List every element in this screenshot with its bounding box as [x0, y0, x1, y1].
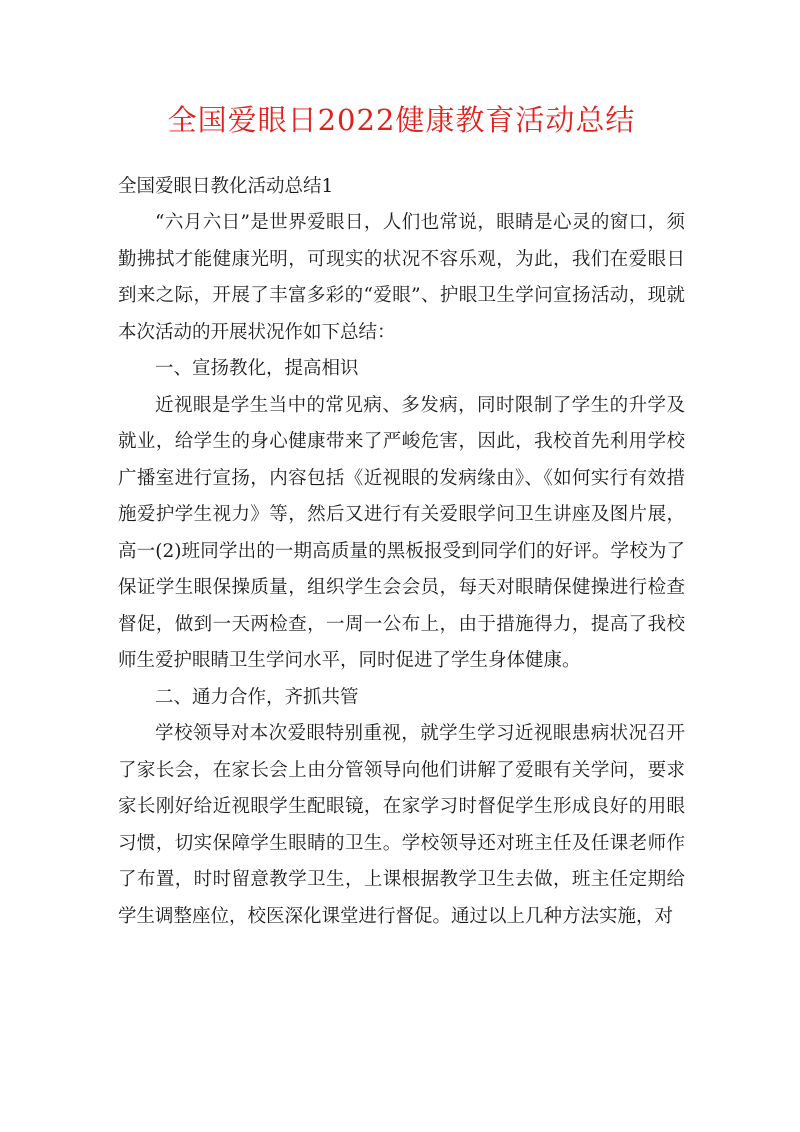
intro-paragraph: “六月六日”是世界爱眼日，人们也常说，眼睛是心灵的窗口，须勤拂拭才能健康光明，可现实的状况不容乐观，为此，我们在爱眼日到来之际，开展了丰富多彩的“爱眼”、护眼卫生学问宣扬活动，现就本次活动的开展状况作如下总结：	[118, 212, 685, 343]
document-subtitle: 全国爱眼日教化活动总结1	[118, 176, 334, 197]
document-title: 全国爱眼日2022健康教育活动总结	[167, 103, 636, 137]
section-heading-1: 一、宣扬教化，提高相识	[155, 358, 359, 379]
section-heading-2: 二、通力合作，齐抓共管	[155, 686, 359, 708]
section-body-1: 近视眼是学生当中的常见病、多发病，同时限制了学生的升学及就业，给学生的身心健康带来了严峻危害，因此，我校首先利用学校广播室进行宣扬，内容包括《近视眼的发病缘由》、《如何实行有效措施爱护学生视力》等，然后又进行有关爱眼学问卫生讲座及图片展，高一(2)班同学出的一期高质量的黑板报受到同学们的好评。学校为了保证学生眼保操质量，组织学生会会员，每天对眼睛保健操进行检查督促，做到一天两检查，一周一公布上，由于措施得力，提高了我校师生爱护眼睛卫生学问水平，同时促进了学生身体健康。	[118, 394, 685, 671]
section-body-2: 学校领导对本次爱眼特别重视，就学生学习近视眼患病状况召开了家长会，在家长会上由分管领导向他们讲解了爱眼有关学问，要求家长刚好给近视眼学生配眼镜，在家学习时督促学生形成良好的用眼习惯，切实保障学生眼睛的卫生。学校领导还对班主任及任课老师作了布置，时时留意教学卫生，上课根据教学卫生去做，班主任定期给学生调整座位，校医深化课堂进行督促。通过以上几种方法实施，对	[118, 723, 685, 927]
